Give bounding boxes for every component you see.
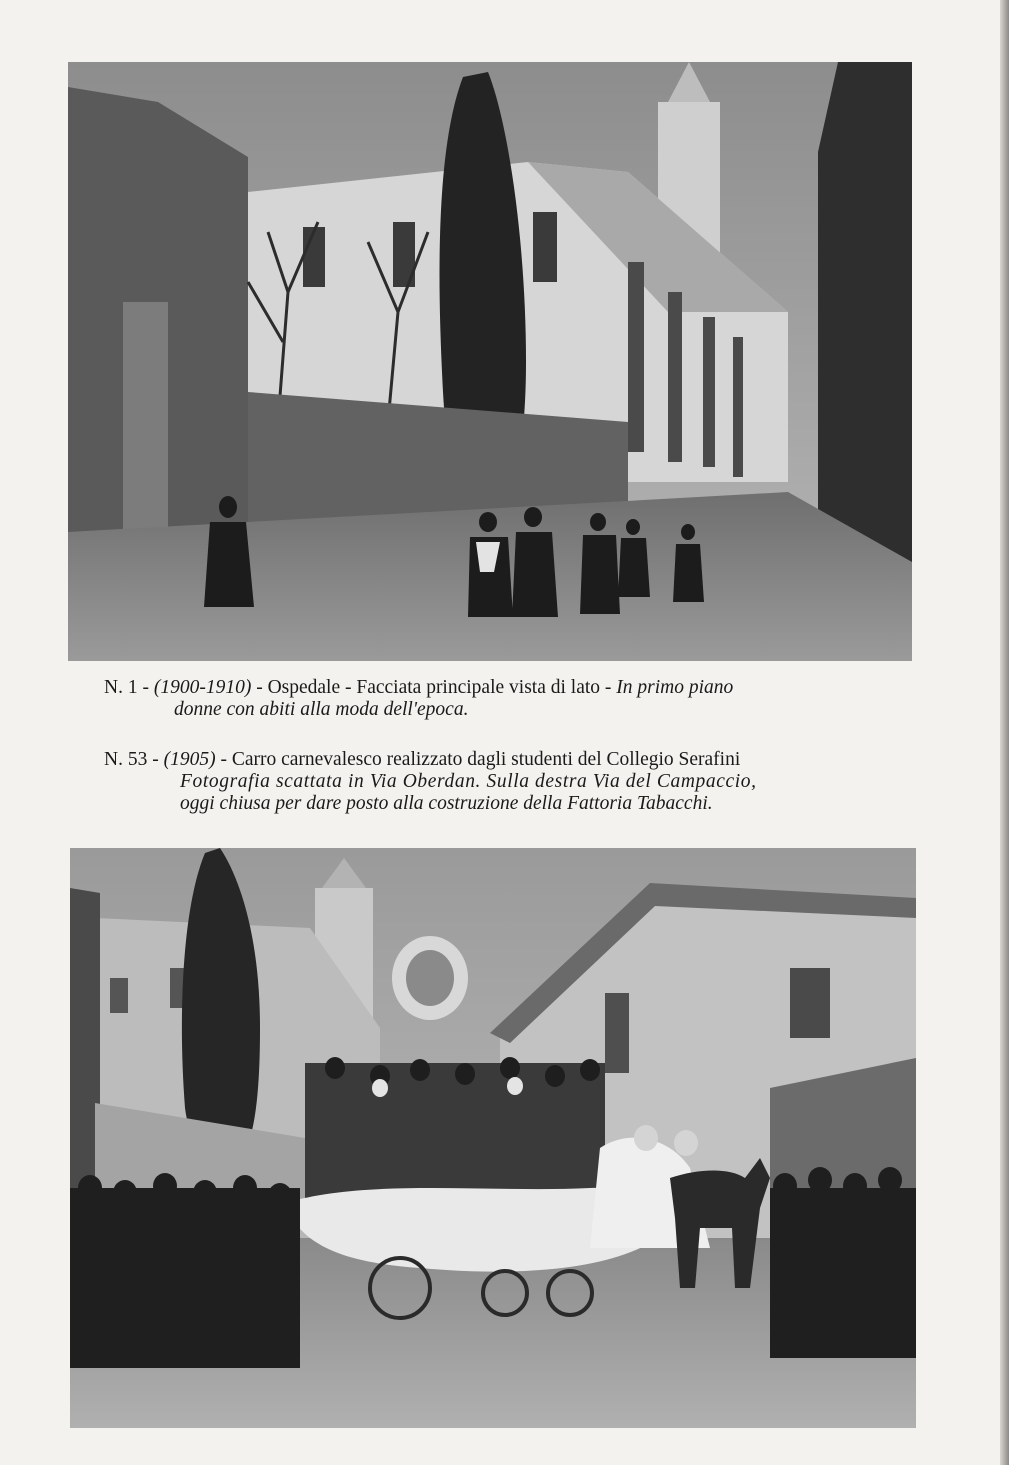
caption-2-text: Carro carnevalesco realizzato dagli studenti del Collegio Serafini [231,749,741,770]
photo-hospital-facade-image [68,62,912,661]
photo-carnival-float-image [70,848,916,1428]
caption-2-separator: - [215,749,232,770]
caption-1-text: Ospedale - Facciata principale vista di lato - [267,677,617,698]
caption-1-date: (1900-1910) [153,677,252,698]
caption-1-number: N. 1 - [104,677,154,698]
photo-carnival-float [70,848,916,1428]
caption-2-date: (1905) [163,749,216,770]
caption-1-separator: - [251,677,268,698]
caption-2-italic-a: Fotografia scattata in Via Oberdan. Sulla destra Via del Campaccio, [180,771,757,792]
caption-photo-53 [104,749,884,815]
caption-photo-1 [104,677,884,721]
scan-page-edge [1000,0,1009,1465]
caption-1-italic-b: donne con abiti alla moda dell'epoca. [174,699,469,720]
caption-1-italic-a: In primo piano [616,677,734,698]
caption-2-italic-b: oggi chiusa per dare posto alla costruzione della Fattoria Tabacchi. [180,793,713,814]
photo-hospital-facade [68,62,912,661]
caption-2-number: N. 53 - [104,749,164,770]
